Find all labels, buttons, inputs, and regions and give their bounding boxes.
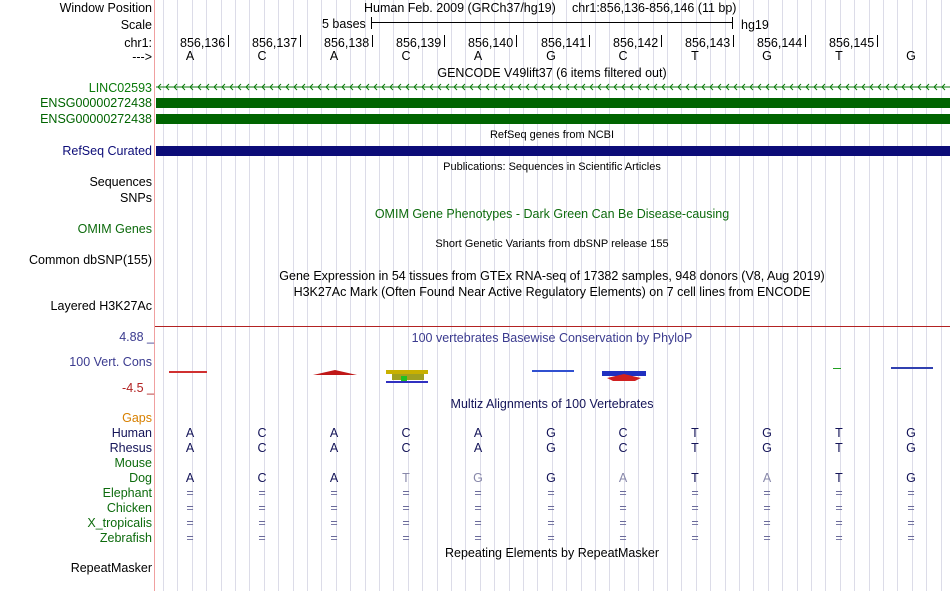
- ruler-base: C: [618, 49, 628, 63]
- linc02593-feature[interactable]: [156, 86, 950, 88]
- aligned-base: =: [186, 516, 194, 530]
- aligned-base: =: [547, 501, 555, 515]
- aligned-base: A: [473, 426, 483, 440]
- ruler-tick: [661, 35, 662, 47]
- multiz-title: Multiz Alignments of 100 Vertebrates: [450, 397, 654, 411]
- ruler-position: 856,136: [180, 36, 226, 50]
- gaps-label: Gaps: [122, 411, 152, 425]
- ruler-position: 856,137: [252, 36, 298, 50]
- ruler-base: A: [329, 49, 339, 63]
- ruler-base: G: [762, 49, 772, 63]
- ruler-tick: [733, 35, 734, 47]
- species-label[interactable]: Human: [111, 426, 152, 440]
- cons-label[interactable]: 100 Vert. Cons: [69, 355, 152, 369]
- aligned-base: G: [473, 471, 483, 485]
- omim-label[interactable]: OMIM Genes: [77, 222, 152, 236]
- aligned-base: A: [185, 471, 195, 485]
- aligned-base: =: [258, 531, 266, 545]
- ruler-base: T: [835, 49, 843, 63]
- aligned-base: =: [186, 486, 194, 500]
- aligned-base: T: [835, 471, 843, 485]
- gencode-item-ensg-2[interactable]: ENSG00000272438: [40, 112, 152, 126]
- aligned-base: C: [618, 426, 628, 440]
- ruler-position: 856,140: [468, 36, 514, 50]
- aligned-base: =: [691, 501, 699, 515]
- aligned-base: =: [835, 516, 843, 530]
- dbsnp-label[interactable]: Common dbSNP(155): [29, 253, 152, 267]
- dbsnp-title: Short Genetic Variants from dbSNP release 155: [435, 238, 669, 250]
- aligned-base: T: [691, 441, 699, 455]
- aligned-base: C: [401, 441, 411, 455]
- ruler-tick: [589, 35, 590, 47]
- aligned-base: =: [907, 501, 915, 515]
- ruler-tick: [228, 35, 229, 47]
- ruler-base: C: [257, 49, 267, 63]
- species-label[interactable]: X_tropicalis: [87, 516, 152, 530]
- cons-max-label: 4.88 _: [119, 330, 154, 344]
- aligned-base: =: [763, 501, 771, 515]
- ruler-position: 856,141: [541, 36, 587, 50]
- aligned-base: C: [618, 441, 628, 455]
- aligned-base: =: [835, 501, 843, 515]
- aligned-base: =: [763, 486, 771, 500]
- aligned-base: G: [906, 471, 916, 485]
- refseq-feature[interactable]: [156, 146, 950, 156]
- aligned-base: A: [185, 441, 195, 455]
- gtex-title: Gene Expression in 54 tissues from GTEx RNA-seq of 17382 samples, 948 donors (V8, Aug 2019): [279, 269, 825, 283]
- species-label[interactable]: Zebrafish: [99, 531, 152, 545]
- h3k27-label[interactable]: Layered H3K27Ac: [50, 299, 152, 313]
- db-text: hg19: [741, 18, 769, 32]
- aligned-base: C: [257, 471, 267, 485]
- ruler-position: 856,138: [324, 36, 370, 50]
- aligned-base: G: [546, 441, 556, 455]
- aligned-base: =: [330, 501, 338, 515]
- aligned-base: G: [906, 441, 916, 455]
- aligned-base: =: [835, 486, 843, 500]
- ruler-tick: [877, 35, 878, 47]
- aligned-base: C: [257, 441, 267, 455]
- aligned-base: =: [330, 531, 338, 545]
- aligned-base: =: [763, 516, 771, 530]
- aligned-base: G: [546, 471, 556, 485]
- aligned-base: =: [402, 501, 410, 515]
- sequences-label[interactable]: Sequences: [89, 175, 152, 189]
- gencode-title: GENCODE V49lift37 (6 items filtered out): [437, 66, 667, 80]
- aligned-base: =: [907, 516, 915, 530]
- ruler-position: 856,142: [613, 36, 659, 50]
- species-label[interactable]: Chicken: [106, 501, 152, 515]
- ruler-position: 856,144: [757, 36, 803, 50]
- scale-bar: [371, 17, 733, 29]
- aligned-base: =: [907, 531, 915, 545]
- aligned-base: =: [691, 516, 699, 530]
- aligned-base: =: [907, 486, 915, 500]
- gencode-item-ensg-1[interactable]: ENSG00000272438: [40, 96, 152, 110]
- aligned-base: T: [691, 426, 699, 440]
- omim-title: OMIM Gene Phenotypes - Dark Green Can Be Disease-causing: [374, 207, 730, 221]
- aligned-base: G: [762, 441, 772, 455]
- ruler-base: A: [185, 49, 195, 63]
- ruler-base: G: [546, 49, 556, 63]
- aligned-base: T: [691, 471, 699, 485]
- aligned-base: =: [330, 516, 338, 530]
- cons-title: 100 vertebrates Basewise Conservation by PhyloP: [411, 331, 693, 345]
- ensg-feature-2[interactable]: [156, 114, 950, 124]
- aligned-base: C: [401, 426, 411, 440]
- aligned-base: =: [258, 486, 266, 500]
- aligned-base: =: [474, 516, 482, 530]
- species-label[interactable]: Mouse: [114, 456, 152, 470]
- aligned-base: A: [473, 441, 483, 455]
- window-position-label: Window Position: [59, 1, 152, 15]
- strand-label: --->: [132, 50, 152, 64]
- aligned-base: =: [619, 531, 627, 545]
- ruler-position: 856,145: [829, 36, 875, 50]
- assembly-text: Human Feb. 2009 (GRCh37/hg19): [364, 1, 556, 15]
- cons-min-label: -4.5 _: [122, 381, 154, 395]
- aligned-base: A: [185, 426, 195, 440]
- ruler-tick: [444, 35, 445, 47]
- aligned-base: =: [547, 516, 555, 530]
- ruler-tick: [516, 35, 517, 47]
- aligned-base: A: [329, 471, 339, 485]
- ruler-tick: [805, 35, 806, 47]
- ruler-base: A: [473, 49, 483, 63]
- snps-label[interactable]: SNPs: [120, 191, 152, 205]
- aligned-base: =: [691, 531, 699, 545]
- aligned-base: =: [763, 531, 771, 545]
- aligned-base: =: [547, 486, 555, 500]
- publications-title: Publications: Sequences in Scientific Articles: [443, 161, 661, 173]
- aligned-base: T: [835, 426, 843, 440]
- aligned-base: =: [691, 486, 699, 500]
- aligned-base: =: [258, 516, 266, 530]
- aligned-base: =: [474, 486, 482, 500]
- aligned-base: A: [762, 471, 772, 485]
- conservation-graph: [155, 360, 950, 390]
- aligned-base: G: [546, 426, 556, 440]
- aligned-base: =: [402, 516, 410, 530]
- species-label[interactable]: Dog: [129, 471, 152, 485]
- species-label[interactable]: Elephant: [102, 486, 152, 500]
- gencode-item-linc02593[interactable]: LINC02593: [88, 81, 152, 95]
- aligned-base: T: [835, 441, 843, 455]
- repeat-title: Repeating Elements by RepeatMasker: [444, 546, 660, 560]
- aligned-base: G: [762, 426, 772, 440]
- scale-label: Scale: [120, 18, 152, 32]
- track-divider: [155, 326, 950, 327]
- aligned-base: A: [329, 441, 339, 455]
- coords-text: chr1:856,136-856,146 (11 bp): [572, 1, 737, 15]
- aligned-base: =: [474, 531, 482, 545]
- scale-text: 5 bases: [322, 17, 366, 31]
- aligned-base: =: [186, 501, 194, 515]
- aligned-base: =: [547, 531, 555, 545]
- aligned-base: =: [330, 486, 338, 500]
- aligned-base: =: [474, 501, 482, 515]
- ruler-tick: [300, 35, 301, 47]
- aligned-base: =: [619, 501, 627, 515]
- aligned-base: =: [619, 516, 627, 530]
- ruler-base: C: [401, 49, 411, 63]
- chr-label: chr1:: [124, 36, 152, 50]
- aligned-base: =: [835, 531, 843, 545]
- aligned-base: T: [402, 471, 410, 485]
- ruler-base: T: [691, 49, 699, 63]
- aligned-base: =: [402, 486, 410, 500]
- aligned-base: =: [619, 486, 627, 500]
- ruler-tick: [372, 35, 373, 47]
- ruler-position: 856,143: [685, 36, 731, 50]
- aligned-base: =: [186, 531, 194, 545]
- aligned-base: A: [329, 426, 339, 440]
- aligned-base: G: [906, 426, 916, 440]
- aligned-base: A: [618, 471, 628, 485]
- species-label[interactable]: Rhesus: [109, 441, 152, 455]
- aligned-base: C: [257, 426, 267, 440]
- h3k27-title: H3K27Ac Mark (Often Found Near Active Regulatory Elements) on 7 cell lines from ENCODE: [293, 285, 811, 299]
- refseq-title: RefSeq genes from NCBI: [489, 129, 615, 141]
- ruler-position: 856,139: [396, 36, 442, 50]
- ensg-feature-1[interactable]: [156, 98, 950, 108]
- aligned-base: =: [402, 531, 410, 545]
- ruler-base: G: [906, 49, 916, 63]
- aligned-base: =: [258, 501, 266, 515]
- refseq-label[interactable]: RefSeq Curated: [62, 144, 152, 158]
- repeat-label[interactable]: RepeatMasker: [70, 561, 152, 575]
- sidebar-border: [154, 0, 155, 591]
